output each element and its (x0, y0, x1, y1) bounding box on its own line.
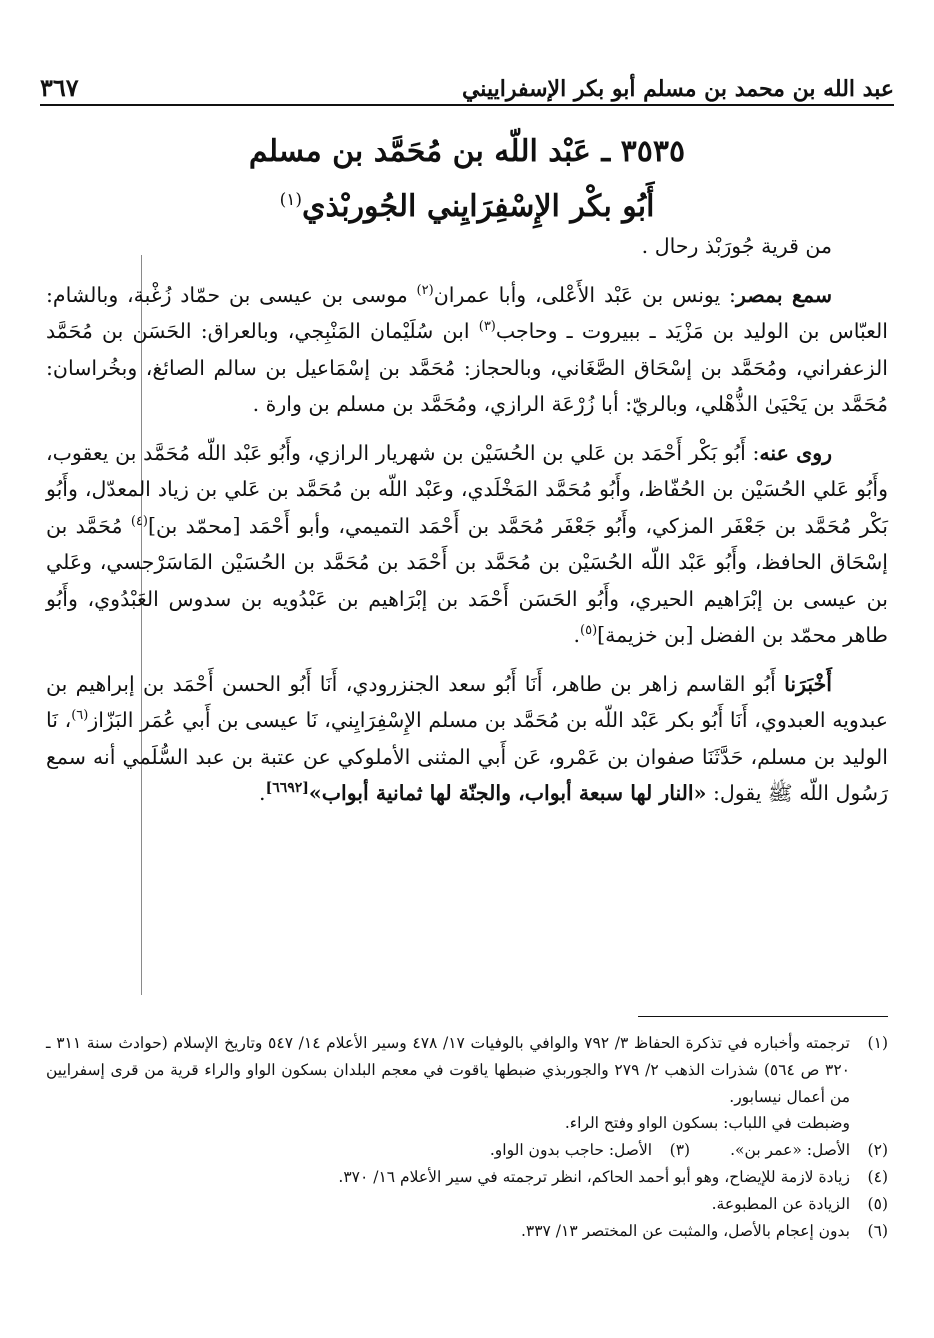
footnote-4 (46, 1164, 888, 1191)
teachers-label: سمع بمصر (735, 282, 832, 307)
entry-kunya-line (60, 176, 874, 231)
teachers-text-3: ابن سُلَيْمان المَنْبِجي، وبالعراق: الحَسَن بن مُحَمَّد الزعفراني، ومُحَمَّد بن إسْحَاق الصَّغَاني، وبالحجاز: مُحَمَّد بن إسْمَاعيل بن سالم الصائغ، وبخُراسان: مُحَمَّد بن يَحْيَىٰ الذُّهْلي، وبالريّ: أبا زُرْعَة الرازي، ومُحَمَّد بن مسلم بن وارة . (46, 319, 888, 416)
footnote-number: (٤) (867, 1167, 888, 1186)
footnote-number: (٦) (867, 1221, 888, 1240)
students-label: روى عنه (759, 440, 832, 465)
hadith-end: . (259, 781, 266, 805)
running-title: عبد الله بن محمد بن مسلم أبو بكر الإسفراييني (461, 76, 894, 102)
isnad-text-2: ، نَا الوليد بن مسلم، حَدَّثَنَا صفوان بن عَمْرو، عَن أَبي المثنى الأملوكي عن عتبة بن عبد السُّلَمي أنه سمع رَسُول اللّه ﷺ يقول: (46, 708, 888, 805)
origin-paragraph: من قرية جُورَبْذ رحال . (641, 234, 832, 258)
footnote-ref-6: (٦) (71, 708, 89, 724)
footnote-number: (٥) (867, 1194, 888, 1213)
footnote-2-3 (46, 1137, 888, 1164)
footnotes (46, 1030, 888, 1244)
students-paragraph (46, 435, 888, 654)
hadith-number: [٦٦٩٢] (265, 780, 309, 797)
footnote-3-text: الأصل: حاجب بدون الواو. (489, 1141, 653, 1160)
footnote-1-line-1: ترجمته وأخباره في تذكرة الحفاظ ٣/ ٧٩٢ والوافي بالوفيات ١٧/ ٤٧٨ وسير الأعلام ١٤/ ٥٤٧ وتاريخ الإسلام (حوادث سنة ٣١١ ـ ٣٢٠ ص ٥٦٤) شذرات الذهب ٢/ ٢٧٩ والجوربذي ضبطها ياقوت في معجم البلدان بسكون الواو والراء قرية من قرى إسفرايين من أعمال نيسابور. (46, 1034, 851, 1106)
footnote-text (46, 1137, 850, 1164)
teachers-text-2: موسى بن عيسى بن حمّاد زُغْبة، وبالشام: العبّاس بن الوليد بن مَزْيَد ـ ببيروت ـ وحاجب (46, 282, 888, 343)
hadith-paragraph (46, 666, 888, 812)
teachers-paragraph (46, 277, 888, 423)
running-header (40, 60, 894, 100)
footnote-ref-1: (١) (279, 190, 302, 210)
footnote-3 (490, 1137, 690, 1164)
teachers-text-1: : يونس بن عَبْد الأَعْلى، وأبا عمران (433, 282, 736, 307)
footnote-2-text: الأصل: «عمر بن». (730, 1141, 850, 1160)
footnote-ref-3: (٣) (478, 319, 496, 335)
footnote-ref-4: (٤) (130, 513, 148, 529)
footnote-ref-5: (٥) (580, 623, 598, 639)
footnote-number: (٢) (867, 1141, 888, 1160)
footnote-ref-2: (٢) (416, 282, 434, 298)
entry-name-line: ٣٥٣٥ ـ عَبْد اللّه بن مُحَمَّد بن مسلم (248, 134, 686, 169)
footnote-text: زيادة لازمة للإيضاح، وهو أبو أحمد الحاكم، انظر ترجمته في سير الأعلام ١٦/ ٣٧٠. (338, 1167, 850, 1186)
footnote-1-line-2: وضبطت في اللباب: بسكون الواو وفتح الراء. (564, 1114, 850, 1133)
hadith-matn: «النار لها سبعة أبواب، والجنّة لها ثمانية أبواب» (308, 781, 707, 805)
footnote-text: بدون إعجام بالأصل، والمثبت عن المختصر ١٣/ ٣٣٧. (520, 1221, 850, 1240)
footnote-5 (46, 1191, 888, 1218)
isnad-label: أَخْبَرَنا (784, 671, 832, 696)
page-number: ٣٦٧ (40, 73, 79, 102)
footnote-number: (٣) (669, 1141, 691, 1160)
students-text-1: : أَبُو بَكْر أَحْمَد بن عَلي بن الحُسَيْن بن شهريار الرازي، وأَبُو عَبْد اللّه مُحَمَّد بن يعقوب، وأَبُو عَلي الحُسَيْن بن الحُفّاظ، وأَبُو مُحَمَّد المَخْلَدي، وعَبْد اللّه بن مُحَمَّد بن عَلي بن زياد المعدّل، وأَبُو بَكْر مُحَمَّد بن جَعْفَر المزكي، وأَبُو جَعْفَر مُحَمَّد بن أَحْمَد التميمي، وأبو أَحْمَد [محمّد بن] (46, 440, 888, 538)
footnote-number: (١) (867, 1034, 888, 1052)
footnote-1 (46, 1030, 888, 1137)
footnote-text (46, 1030, 850, 1137)
students-text-2: مُحَمَّد بن إسْحَاق الحافظ، وأَبُو عَبْد اللّه الحُسَيْن بن مُحَمَّد بن أَحْمَد بن مُحَمَّد بن الحُسَيْن المَاسَرْجسي، وعَلي بن عيسى بن إبْرَاهيم الحيري، وأَبُو الحَسَن أَحْمَد بن إبْرَاهيم بن عَبْدُويه بن سدوس العَبْدُوي، وأَبُو طاهر محمّد بن الفضل [بن خزيمة] (46, 513, 888, 647)
entry-kunya: أَبُو بكْر الإِسْفِرَايِني الجُوربْذي (301, 189, 655, 224)
footnote-text: الزيادة عن المطبوعة. (711, 1194, 850, 1213)
footnote-6 (46, 1218, 888, 1245)
isnad-text-1: أَبُو القاسم زاهر بن طاهر، أَنَا أَبُو سعد الجنزرودي، أَنَا أَبُو الحسن أَحْمَد بن إبراهيم بن عبدويه العبدوي، أَنَا أَبُو بكر عَبْد اللّه بن مُحَمَّد بن مسلم الإِسْفِرَايِني، نَا عيسى بن أَبي عُمَر البَزّاز (46, 671, 888, 732)
entry-title (60, 128, 874, 231)
biography-text (46, 228, 888, 812)
footnote-rule (638, 1016, 888, 1017)
header-rule (40, 104, 894, 106)
students-end: . (573, 623, 580, 647)
